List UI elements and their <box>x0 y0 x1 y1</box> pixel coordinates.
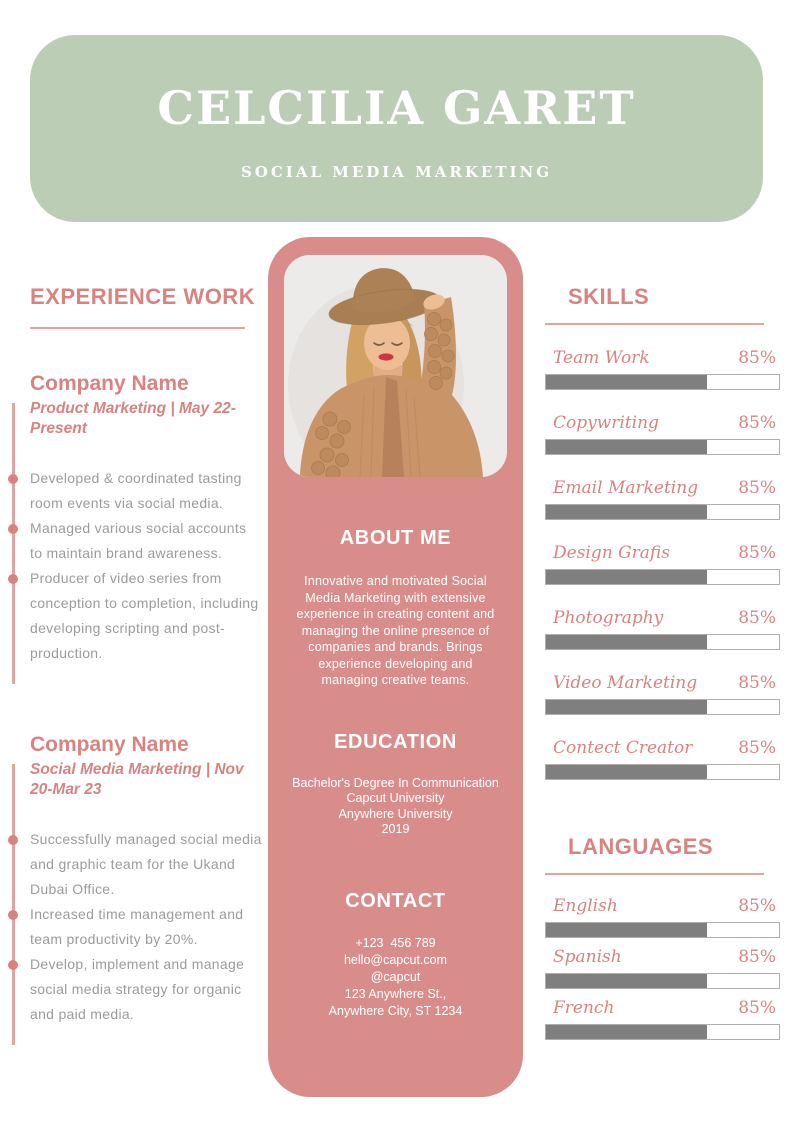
education-lines <box>268 776 523 838</box>
languages-divider <box>545 873 764 875</box>
education-line: 2019 <box>381 822 410 836</box>
education-line: Bachelor's Degree In Communication <box>292 775 499 790</box>
bullet-item: Managed various social accounts to maintain brand awareness. <box>30 516 262 566</box>
meter-label: Video Marketing <box>553 673 698 693</box>
meter-label: French <box>553 998 615 1018</box>
meter-bar <box>545 634 780 650</box>
role-period: Product Marketing | May 22-Present <box>30 400 236 437</box>
meter-percent: 85% <box>738 543 776 563</box>
meter-row <box>545 673 780 715</box>
meter-percent: 85% <box>738 738 776 758</box>
skills-list <box>545 348 780 780</box>
meter-percent: 85% <box>738 413 776 433</box>
experience-column <box>30 283 262 1027</box>
meter-bar-fill <box>546 923 707 937</box>
experience-bullets <box>30 466 262 666</box>
name-title: CELCILIA GARET <box>157 80 636 135</box>
meter-label: English <box>553 896 618 916</box>
experience-bullets <box>30 827 262 1027</box>
bullet-item: Increased time management and team productivity by 20%. <box>30 902 262 952</box>
education-section-title: EDUCATION <box>334 730 457 753</box>
meter-bar <box>545 922 780 938</box>
skills-section-title: SKILLS <box>568 284 650 309</box>
contact-line: hello@capcut.com <box>343 952 447 967</box>
meter-bar-fill <box>546 375 707 389</box>
profile-panel <box>268 237 523 1097</box>
meter-bar <box>545 504 780 520</box>
meter-bar-fill <box>546 570 707 584</box>
meter-row <box>545 896 780 938</box>
experience-entries <box>30 371 262 1027</box>
skills-divider <box>545 323 764 325</box>
role-period: Social Media Marketing | Nov 20-Mar 23 <box>30 761 244 798</box>
meter-row <box>545 608 780 650</box>
meter-percent: 85% <box>738 478 776 498</box>
meter-row <box>545 947 780 989</box>
experience-divider <box>30 327 245 329</box>
header-banner <box>30 35 763 222</box>
meter-percent: 85% <box>738 673 776 693</box>
meter-bar-fill <box>546 700 707 714</box>
bullet-item: Developed & coordinated tasting room events via social media. <box>30 466 262 516</box>
experience-entry <box>30 371 262 666</box>
meter-bar <box>545 374 780 390</box>
meter-percent: 85% <box>738 896 776 916</box>
meter-label: Contect Creator <box>553 738 693 758</box>
meter-percent: 85% <box>738 348 776 368</box>
contact-line: Anywhere City, ST 1234 <box>328 1003 463 1018</box>
meter-row <box>545 478 780 520</box>
meter-bar <box>545 973 780 989</box>
meter-bar <box>545 699 780 715</box>
meter-label: Design Grafis <box>553 543 670 563</box>
contact-section-title: CONTACT <box>345 889 446 912</box>
meter-bar-fill <box>546 440 707 454</box>
meter-row <box>545 348 780 390</box>
education-line: Capcut University <box>346 791 445 805</box>
meter-bar-fill <box>546 505 707 519</box>
meter-bar <box>545 764 780 780</box>
contact-line: @capcut <box>370 969 421 984</box>
experience-section-title: EXPERIENCE WORK <box>30 284 256 309</box>
meter-label: Photography <box>553 608 664 628</box>
job-subtitle: SOCIAL MEDIA MARKETING <box>240 162 553 181</box>
bullet-item: Successfully managed social media and graphic team for the Ukand Dubai Office. <box>30 827 262 902</box>
meter-bar-fill <box>546 974 707 988</box>
meter-label: Copywriting <box>553 413 659 433</box>
meter-label: Email Marketing <box>553 478 699 498</box>
languages-list <box>545 896 780 1040</box>
contact-lines <box>268 935 523 1020</box>
company-name: Company Name <box>30 372 189 395</box>
about-text: Innovative and motivated Social Media Marketing with extensive experience in creating content and managing the online presence of companies and brands. Brings experience developing and managing creative teams. <box>296 574 495 687</box>
experience-entry <box>30 732 262 1027</box>
meter-bar <box>545 1024 780 1040</box>
meter-bar <box>545 439 780 455</box>
education-line: Anywhere University <box>338 806 453 821</box>
contact-line: 123 Anywhere St., <box>344 986 447 1001</box>
bullet-item: Producer of video series from conception to completion, including developing scripting and post-production. <box>30 566 262 666</box>
meter-percent: 85% <box>738 947 776 967</box>
profile-photo-illustration <box>284 255 507 477</box>
meter-row <box>545 413 780 455</box>
meter-percent: 85% <box>738 998 776 1018</box>
meter-bar-fill <box>546 635 707 649</box>
about-section-title: ABOUT ME <box>339 527 452 549</box>
meter-label: Team Work <box>553 348 650 368</box>
contact-line: +123 456 789 <box>355 935 436 950</box>
company-name: Company Name <box>30 733 189 756</box>
bullet-item: Develop, implement and manage social media strategy for organic and paid media. <box>30 952 262 1027</box>
meter-row <box>545 543 780 585</box>
meter-row <box>545 998 780 1040</box>
meter-row <box>545 738 780 780</box>
meter-bar <box>545 569 780 585</box>
meter-bar-fill <box>546 1025 707 1039</box>
languages-section-title: LANGUAGES <box>568 834 714 859</box>
meter-bar-fill <box>546 765 707 779</box>
skills-column <box>545 283 780 1049</box>
profile-photo <box>284 255 507 477</box>
meter-percent: 85% <box>738 608 776 628</box>
meter-label: Spanish <box>553 947 622 967</box>
